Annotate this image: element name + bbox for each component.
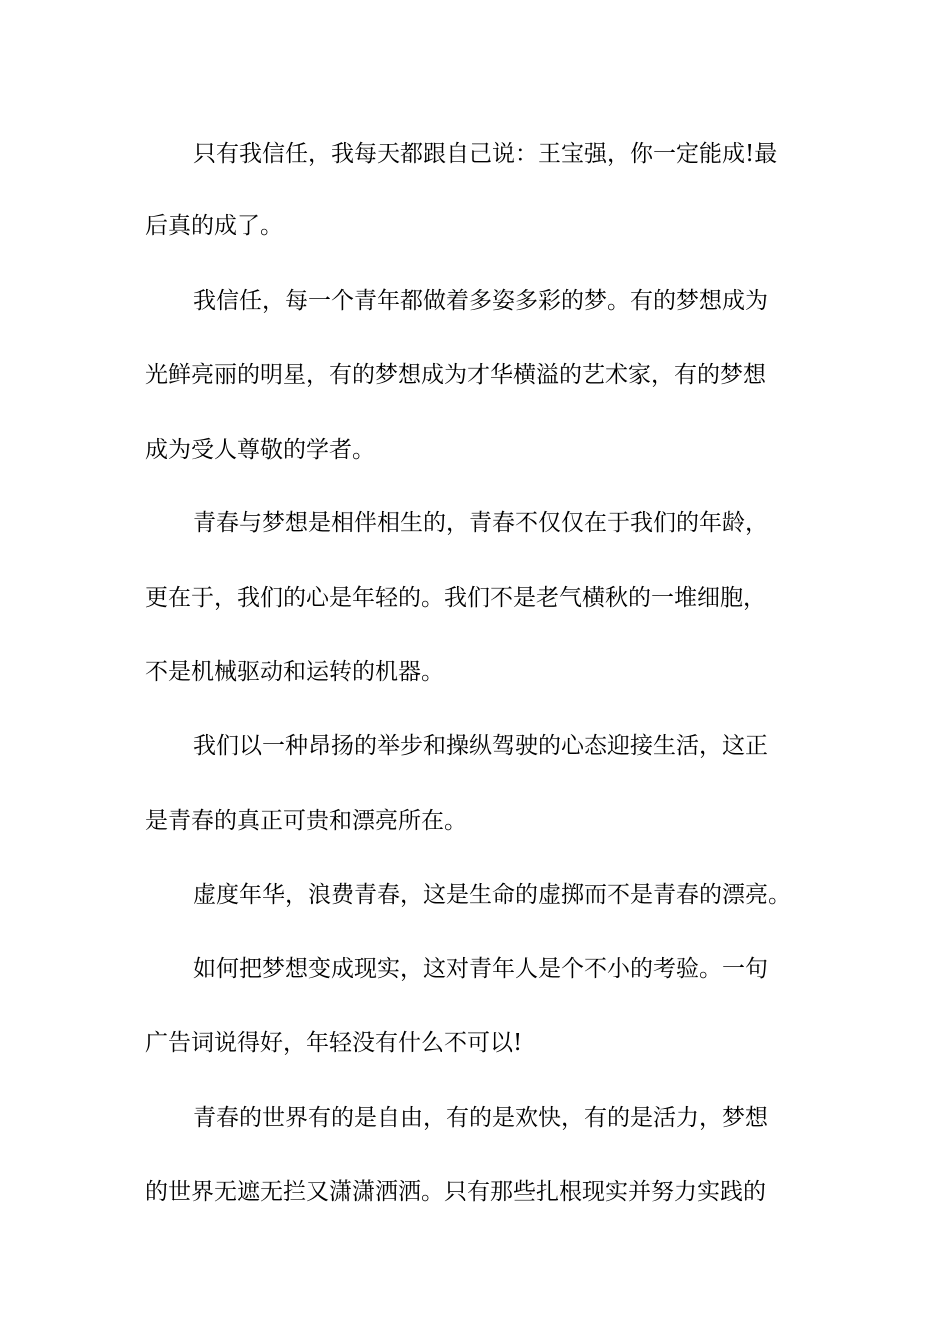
- paragraph-line: 青春与梦想是相伴相生的，青春不仅仅在于我们的年龄，: [193, 510, 768, 536]
- paragraph-line: 是青春的真正可贵和漂亮所在。: [145, 808, 467, 834]
- paragraph-line: 不是机械驱动和运转的机器。: [145, 659, 444, 685]
- paragraph-line: 更在于，我们的心是年轻的。我们不是老气横秋的一堆细胞，: [145, 585, 766, 611]
- paragraph-line: 广告词说得好，年轻没有什么不可以!: [145, 1030, 523, 1056]
- paragraph-line: 青春的世界有的是自由，有的是欢快，有的是活力，梦想: [193, 1105, 768, 1131]
- paragraph-line: 虚度年华，浪费青春，这是生命的虚掷而不是青春的漂亮。: [193, 882, 791, 908]
- paragraph-line: 如何把梦想变成现实，这对青年人是个不小的考验。一句: [193, 956, 768, 982]
- paragraph-line: 只有我信任，我每天都跟自己说：王宝强，你一定能成!最: [193, 141, 778, 167]
- paragraph-line: 我信任，每一个青年都做着多姿多彩的梦。有的梦想成为: [193, 288, 768, 314]
- paragraph-line: 我们以一种昂扬的举步和操纵驾驶的心态迎接生活，这正: [193, 733, 768, 759]
- paragraph-line: 的世界无遮无拦又潇潇洒洒。只有那些扎根现实并努力实践的: [145, 1179, 766, 1205]
- paragraph-line: 后真的成了。: [145, 213, 283, 239]
- paragraph-line: 成为受人尊敬的学者。: [145, 437, 375, 463]
- paragraph-line: 光鲜亮丽的明星，有的梦想成为才华横溢的艺术家，有的梦想: [145, 362, 766, 388]
